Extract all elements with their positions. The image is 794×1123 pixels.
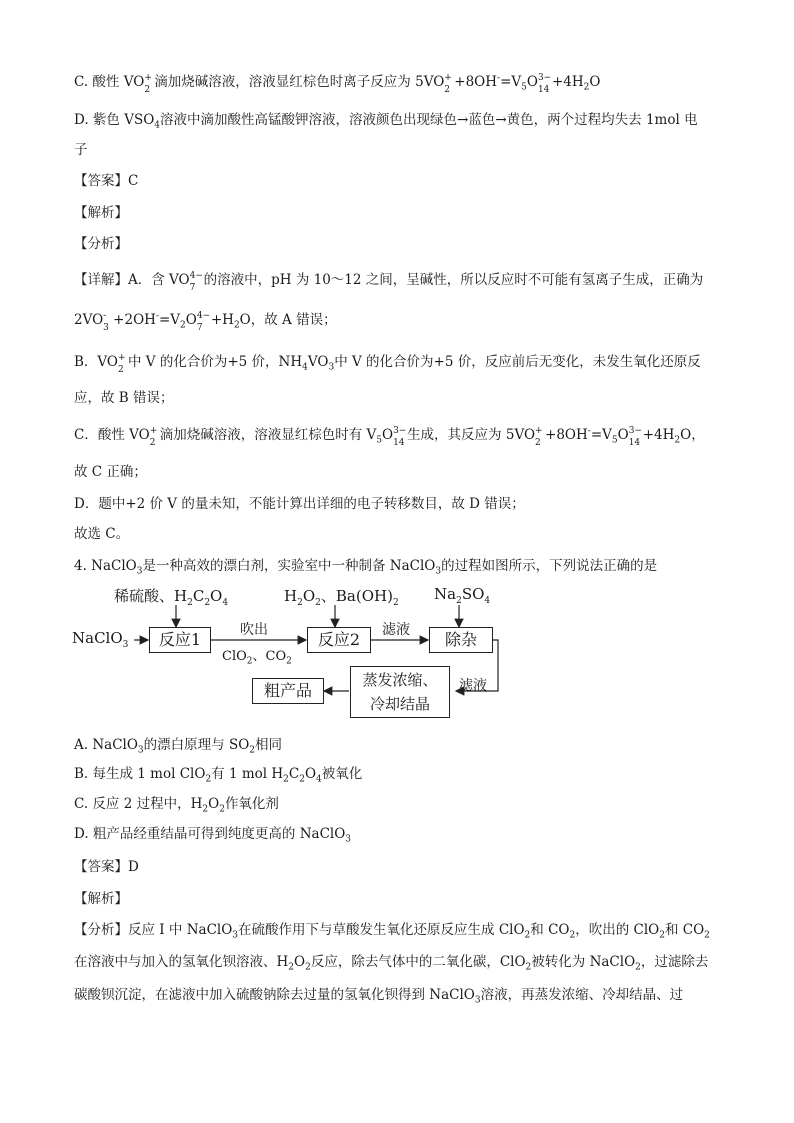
option-b: B. 每生成 1 mol ClO$_2$有 1 mol $H_2C_2O_4$被氧化 <box>74 766 363 785</box>
step-reaction-1: 反应1 <box>149 627 211 653</box>
option-c: C. 反应 2 过程中，$H_2O_2$作氧化剂 <box>74 796 279 815</box>
detail-equation-line: 2VO - 3 $+2OH^-=V_2O$ 4− 7 $+H_2O$，故 A 错误； <box>74 311 337 333</box>
step-reaction-2: 反应2 <box>307 627 371 653</box>
option-a: A. NaClO$_3$的漂白原理与 $SO_2$相同 <box>74 737 282 756</box>
detail-c-line: C．酸性 VO + 2 滴加烧碱溶液，溶液显红棕色时有 $V_5O$ 3− 14 生成，其反应为 5VO + 2 $+8OH^-=V_5O$ 3− 14 $+4H_2O$， <box>74 426 705 448</box>
detail-c-line-cont: 故 C 正确； <box>74 464 147 480</box>
gas-label: ClO$_2$、$CO_2$ <box>222 649 292 667</box>
analysis-line-3: 碳酸钡沉淀，在滤液中加入硫酸钠除去过量的氢氧化钡得到 NaClO$_3$溶液，再蒸发浓缩、冷却结晶、过 <box>74 987 684 1006</box>
analysis-line-2: 在溶液中与加入的氢氧化钡溶液、$H_2O_2$反应，除去气体中的二氧化碳，ClO$_2$被转化为 NaClO$_2$，过滤除去 <box>74 954 709 973</box>
analysis-line-1: 【分析】反应 I 中 NaClO$_3$在硫酸作用下与草酸发生氧化还原反应生成 ClO$_2$和 $CO_2$，吹出的 ClO$_2$和 $CO_2$ <box>74 922 710 941</box>
conclusion-line: 故选 C。 <box>74 526 130 542</box>
process-flowchart <box>72 583 512 723</box>
input-reagent-2: $H_2O_2$、$Ba(OH)_2$ <box>284 587 399 608</box>
answer-label-2: 【答案】D <box>74 859 139 875</box>
step-evaporate-crystallize: 蒸发浓缩、 冷却结晶 <box>350 666 450 718</box>
detail-b-line-cont: 应，故 B 错误； <box>74 390 174 406</box>
detail-b-line: B．VO + 2 中 V 的化合价为+5 价，$NH_4VO_3$中 V 的化合价为+5 价，反应前后无变化，未发生氧化还原反 <box>74 353 701 375</box>
question-4-stem: 4. NaClO$_3$是一种高效的漂白剂，实验室中一种制备 NaClO$_3$的过程如图所示，下列说法正确的是 <box>74 558 658 577</box>
option-d: D. 粗产品经重结晶可得到纯度更高的 NaClO$_3$ <box>74 826 352 845</box>
analysis-sub-label: 【分析】 <box>74 236 128 252</box>
option-d-line: D. 紫色 $VSO_4$溶液中滴加酸性高锰酸钾溶液，溶液颜色出现绿色→蓝色→黄色，两个过程均失去 1mol 电 <box>74 112 698 131</box>
blow-out-label: 吹出 <box>240 622 268 638</box>
input-reagent-3: $Na_2SO_4$ <box>434 585 491 606</box>
detail-a-line: 【详解】A．含 VO 4− 7 的溶液中，pH 为 10～12 之间，呈碱性，所以反应时不可能有氢离子生成，正确为 <box>74 271 704 293</box>
start-material: NaClO$_3$ <box>72 629 129 650</box>
filtrate-label-1: 滤液 <box>382 622 410 638</box>
answer-label: 【答案】C <box>74 173 139 189</box>
filtrate-label-2: 滤液 <box>459 678 487 694</box>
input-reagent-1: 稀硫酸、$H_2C_2O_4$ <box>114 587 229 608</box>
crude-product: 粗产品 <box>252 678 324 704</box>
option-d-line-cont: 子 <box>74 142 88 158</box>
analysis-label-2: 【解析】 <box>74 891 128 907</box>
analysis-label: 【解析】 <box>74 205 128 221</box>
option-c-line: C. 酸性 VO + 2 滴加烧碱溶液，溶液显红棕色时离子反应为 5VO + 2 $+8OH^-=V_5O$ 3− 14 $+4H_2O$ <box>74 73 601 95</box>
detail-d-line: D．题中+2 价 V 的量未知，不能计算出详细的电子转移数目，故 D 错误； <box>74 496 525 512</box>
step-purification: 除杂 <box>429 627 493 653</box>
